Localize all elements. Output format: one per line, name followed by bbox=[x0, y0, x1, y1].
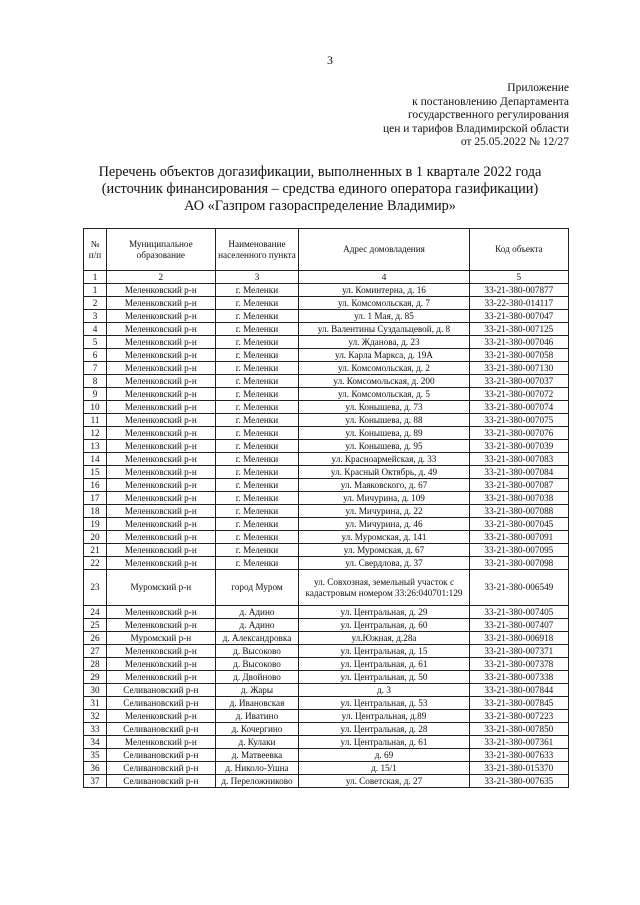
cell-row-number: 15 bbox=[84, 466, 107, 479]
cell-row-number: 9 bbox=[84, 388, 107, 401]
cell-object-code: 33-21-380-007076 bbox=[469, 427, 568, 440]
cell-object-code: 33-21-380-007037 bbox=[469, 375, 568, 388]
cell-row-number: 4 bbox=[84, 323, 107, 336]
table-row bbox=[84, 557, 569, 570]
cell-row-number: 33 bbox=[84, 723, 107, 736]
cell-object-code: 33-21-380-007850 bbox=[469, 723, 568, 736]
cell-address: ул. Мичурина, д. 109 bbox=[299, 492, 469, 505]
cell-row-number: 25 bbox=[84, 619, 107, 632]
cell-object-code: 33-21-380-007338 bbox=[469, 671, 568, 684]
cell-settlement: г. Меленки bbox=[215, 375, 299, 388]
cell-municipality: Меленковский р-н bbox=[106, 710, 215, 723]
appendix-line: государственного регулирования bbox=[407, 109, 569, 122]
cell-row-number: 37 bbox=[84, 775, 107, 788]
cell-municipality: Меленковский р-н bbox=[106, 414, 215, 427]
table-row bbox=[84, 775, 569, 788]
cell-row-number: 19 bbox=[84, 518, 107, 531]
table-row bbox=[84, 349, 569, 362]
table-body bbox=[84, 284, 569, 788]
cell-address: ул. Комсомольская, д. 200 bbox=[299, 375, 469, 388]
cell-address: ул. Валентины Суздальцевой, д. 8 bbox=[299, 323, 469, 336]
cell-settlement: д. Ивановская bbox=[215, 697, 299, 710]
cell-settlement: д. Высоково bbox=[215, 645, 299, 658]
cell-row-number: 16 bbox=[84, 479, 107, 492]
cell-settlement: г. Меленки bbox=[215, 297, 299, 310]
table-row bbox=[84, 453, 569, 466]
table-row bbox=[84, 632, 569, 645]
table-row bbox=[84, 606, 569, 619]
cell-settlement: г. Меленки bbox=[215, 479, 299, 492]
cell-municipality: Меленковский р-н bbox=[106, 427, 215, 440]
table-row bbox=[84, 336, 569, 349]
table-row bbox=[84, 749, 569, 762]
header-object-code: Код объекта bbox=[469, 229, 568, 271]
cell-settlement: г. Меленки bbox=[215, 284, 299, 297]
cell-row-number: 11 bbox=[84, 414, 107, 427]
cell-object-code: 33-21-380-007038 bbox=[469, 492, 568, 505]
cell-municipality: Селивановский р-н bbox=[106, 723, 215, 736]
cell-municipality: Меленковский р-н bbox=[106, 505, 215, 518]
cell-municipality: Меленковский р-н bbox=[106, 619, 215, 632]
cell-row-number: 36 bbox=[84, 762, 107, 775]
table-row bbox=[84, 518, 569, 531]
table-row bbox=[84, 297, 569, 310]
cell-settlement: д. Переложниково bbox=[215, 775, 299, 788]
cell-settlement: д. Матвеевка bbox=[215, 749, 299, 762]
cell-address: ул. Центральная, д. 61 bbox=[299, 658, 469, 671]
cell-settlement: г. Меленки bbox=[215, 336, 299, 349]
cell-object-code: 33-21-380-007075 bbox=[469, 414, 568, 427]
cell-address: ул. Комсомольская, д. 5 bbox=[299, 388, 469, 401]
cell-municipality: Меленковский р-н bbox=[106, 388, 215, 401]
cell-settlement: г. Меленки bbox=[215, 505, 299, 518]
cell-row-number: 32 bbox=[84, 710, 107, 723]
cell-municipality: Меленковский р-н bbox=[106, 544, 215, 557]
table-row bbox=[84, 619, 569, 632]
cell-municipality: Меленковский р-н bbox=[106, 310, 215, 323]
cell-object-code: 33-21-380-007633 bbox=[469, 749, 568, 762]
cell-address: ул. Советская, д. 27 bbox=[299, 775, 469, 788]
document-title bbox=[0, 164, 640, 215]
cell-address: д. 69 bbox=[299, 749, 469, 762]
table-row bbox=[84, 375, 569, 388]
cell-row-number: 26 bbox=[84, 632, 107, 645]
cell-object-code: 33-21-380-007083 bbox=[469, 453, 568, 466]
header-settlement: Наименование населенного пункта bbox=[215, 229, 299, 271]
cell-address: ул. Маяковского, д. 67 bbox=[299, 479, 469, 492]
objects-table bbox=[83, 228, 569, 788]
cell-row-number: 20 bbox=[84, 531, 107, 544]
cell-address: ул. Комсомольская, д. 7 bbox=[299, 297, 469, 310]
cell-object-code: 33-21-380-007046 bbox=[469, 336, 568, 349]
table-row bbox=[84, 710, 569, 723]
cell-object-code: 33-21-380-007087 bbox=[469, 479, 568, 492]
cell-object-code: 33-21-380-007084 bbox=[469, 466, 568, 479]
cell-address: ул. Комсомольская, д. 2 bbox=[299, 362, 469, 375]
cell-row-number: 17 bbox=[84, 492, 107, 505]
cell-row-number: 10 bbox=[84, 401, 107, 414]
table-row bbox=[84, 310, 569, 323]
cell-settlement: г. Меленки bbox=[215, 388, 299, 401]
table-row bbox=[84, 492, 569, 505]
cell-object-code: 33-21-380-007047 bbox=[469, 310, 568, 323]
title-line: АО «Газпром газораспределение Владимир» bbox=[184, 198, 456, 214]
appendix-line: цен и тарифов Владимирской области bbox=[382, 122, 569, 135]
cell-row-number: 8 bbox=[84, 375, 107, 388]
cell-object-code: 33-21-380-007039 bbox=[469, 440, 568, 453]
cell-municipality: Меленковский р-н bbox=[106, 671, 215, 684]
cell-address: ул. Мичурина, д. 46 bbox=[299, 518, 469, 531]
cell-municipality: Меленковский р-н bbox=[106, 362, 215, 375]
cell-municipality: Меленковский р-н bbox=[106, 466, 215, 479]
cell-settlement: г. Меленки bbox=[215, 453, 299, 466]
cell-municipality: Селивановский р-н bbox=[106, 762, 215, 775]
cell-settlement: д. Адино bbox=[215, 606, 299, 619]
cell-row-number: 14 bbox=[84, 453, 107, 466]
appendix-line: Приложение bbox=[507, 82, 569, 94]
table-row bbox=[84, 401, 569, 414]
cell-row-number: 22 bbox=[84, 557, 107, 570]
table-row bbox=[84, 479, 569, 492]
cell-municipality: Селивановский р-н bbox=[106, 749, 215, 762]
cell-address: ул. Конышева, д. 88 bbox=[299, 414, 469, 427]
table-row bbox=[84, 505, 569, 518]
cell-address: ул. Свердлова, д. 37 bbox=[299, 557, 469, 570]
cell-address: ул. Муромская, д. 141 bbox=[299, 531, 469, 544]
table-row bbox=[84, 697, 569, 710]
cell-address: д. 3 bbox=[299, 684, 469, 697]
table-row bbox=[84, 427, 569, 440]
cell-object-code: 33-21-380-007407 bbox=[469, 619, 568, 632]
cell-settlement: д. Двойново bbox=[215, 671, 299, 684]
cell-object-code: 33-21-380-007098 bbox=[469, 557, 568, 570]
cell-row-number: 28 bbox=[84, 658, 107, 671]
cell-address: ул. Центральная, д.89 bbox=[299, 710, 469, 723]
cell-row-number: 21 bbox=[84, 544, 107, 557]
cell-municipality: Меленковский р-н bbox=[106, 401, 215, 414]
cell-settlement: г. Меленки bbox=[215, 492, 299, 505]
cell-address: ул. Центральная, д. 61 bbox=[299, 736, 469, 749]
column-number: 2 bbox=[106, 271, 215, 284]
cell-row-number: 6 bbox=[84, 349, 107, 362]
cell-row-number: 12 bbox=[84, 427, 107, 440]
table-row bbox=[84, 762, 569, 775]
cell-address: ул. Конышева, д. 95 bbox=[299, 440, 469, 453]
cell-address: ул. Конышева, д. 73 bbox=[299, 401, 469, 414]
cell-address: д. 15/1 bbox=[299, 762, 469, 775]
column-number: 5 bbox=[469, 271, 568, 284]
cell-row-number: 29 bbox=[84, 671, 107, 684]
cell-row-number: 13 bbox=[84, 440, 107, 453]
cell-municipality: Муромский р-н bbox=[106, 632, 215, 645]
cell-row-number: 35 bbox=[84, 749, 107, 762]
cell-address: ул.Южная, д.28а bbox=[299, 632, 469, 645]
column-number: 1 bbox=[84, 271, 107, 284]
cell-settlement: д. Адино bbox=[215, 619, 299, 632]
cell-object-code: 33-21-380-007125 bbox=[469, 323, 568, 336]
cell-row-number: 31 bbox=[84, 697, 107, 710]
table-row bbox=[84, 466, 569, 479]
header-number: № п/п bbox=[84, 229, 107, 271]
cell-settlement: г. Меленки bbox=[215, 401, 299, 414]
cell-row-number: 34 bbox=[84, 736, 107, 749]
appendix-block bbox=[383, 82, 569, 150]
cell-settlement: г. Меленки bbox=[215, 544, 299, 557]
cell-object-code: 33-21-380-007045 bbox=[469, 518, 568, 531]
cell-settlement: г. Меленки bbox=[215, 362, 299, 375]
cell-address: ул. Конышева, д. 89 bbox=[299, 427, 469, 440]
table-header-row bbox=[84, 229, 569, 271]
table-row bbox=[84, 671, 569, 684]
cell-municipality: Меленковский р-н bbox=[106, 531, 215, 544]
cell-row-number: 23 bbox=[84, 570, 107, 606]
cell-row-number: 3 bbox=[84, 310, 107, 323]
cell-settlement: г. Меленки bbox=[215, 323, 299, 336]
cell-municipality: Меленковский р-н bbox=[106, 453, 215, 466]
cell-settlement: г. Меленки bbox=[215, 414, 299, 427]
cell-settlement: д. Иватино bbox=[215, 710, 299, 723]
cell-municipality: Меленковский р-н bbox=[106, 297, 215, 310]
cell-municipality: Меленковский р-н bbox=[106, 606, 215, 619]
cell-object-code: 33-21-380-007223 bbox=[469, 710, 568, 723]
table-row bbox=[84, 323, 569, 336]
appendix-line: от 25.05.2022 № 12/27 bbox=[460, 136, 569, 149]
cell-address: ул. Красный Октябрь, д. 49 bbox=[299, 466, 469, 479]
table-row bbox=[84, 684, 569, 697]
cell-object-code: 33-21-380-007074 bbox=[469, 401, 568, 414]
cell-municipality: Меленковский р-н bbox=[106, 479, 215, 492]
column-number: 4 bbox=[299, 271, 469, 284]
cell-municipality: Меленковский р-н bbox=[106, 336, 215, 349]
cell-object-code: 33-21-380-007130 bbox=[469, 362, 568, 375]
cell-object-code: 33-21-380-007088 bbox=[469, 505, 568, 518]
cell-settlement: г. Меленки bbox=[215, 557, 299, 570]
cell-address: ул. Жданова, д. 23 bbox=[299, 336, 469, 349]
cell-row-number: 2 bbox=[84, 297, 107, 310]
cell-row-number: 24 bbox=[84, 606, 107, 619]
table-row bbox=[84, 645, 569, 658]
cell-row-number: 1 bbox=[84, 284, 107, 297]
appendix-line: к постановлению Департамента bbox=[412, 95, 569, 108]
cell-address: ул. Центральная, д. 28 bbox=[299, 723, 469, 736]
cell-object-code: 33-21-380-007371 bbox=[469, 645, 568, 658]
cell-municipality: Селивановский р-н bbox=[106, 684, 215, 697]
cell-object-code: 33-21-380-007635 bbox=[469, 775, 568, 788]
page-number: 3 bbox=[327, 53, 333, 67]
cell-address: ул. Центральная, д. 60 bbox=[299, 619, 469, 632]
cell-row-number: 7 bbox=[84, 362, 107, 375]
cell-settlement: г. Меленки bbox=[215, 518, 299, 531]
table-row bbox=[84, 284, 569, 297]
cell-address: ул. Центральная, д. 50 bbox=[299, 671, 469, 684]
cell-object-code: 33-21-380-007072 bbox=[469, 388, 568, 401]
cell-settlement: г. Меленки bbox=[215, 427, 299, 440]
cell-municipality: Меленковский р-н bbox=[106, 440, 215, 453]
cell-address: ул. Центральная, д. 53 bbox=[299, 697, 469, 710]
cell-settlement: г. Меленки bbox=[215, 310, 299, 323]
cell-address: ул. Центральная, д. 15 bbox=[299, 645, 469, 658]
header-address: Адрес домовладения bbox=[299, 229, 469, 271]
cell-address: ул. Муромская, д. 67 bbox=[299, 544, 469, 557]
cell-address: ул. Карла Маркса, д. 19А bbox=[299, 349, 469, 362]
cell-settlement: г. Меленки bbox=[215, 466, 299, 479]
cell-settlement: г. Меленки bbox=[215, 349, 299, 362]
cell-object-code: 33-21-380-007877 bbox=[469, 284, 568, 297]
cell-row-number: 27 bbox=[84, 645, 107, 658]
cell-object-code: 33-21-380-007095 bbox=[469, 544, 568, 557]
cell-settlement: г. Меленки bbox=[215, 531, 299, 544]
cell-municipality: Меленковский р-н bbox=[106, 492, 215, 505]
cell-object-code: 33-21-380-007845 bbox=[469, 697, 568, 710]
cell-municipality: Меленковский р-н bbox=[106, 658, 215, 671]
cell-settlement: д. Высоково bbox=[215, 658, 299, 671]
header-municipality: Муниципальное образование bbox=[106, 229, 215, 271]
title-line: (источник финансирования – средства единого оператора газификации) bbox=[101, 181, 539, 197]
cell-settlement: город Муром bbox=[215, 570, 299, 606]
cell-object-code: 33-21-380-007405 bbox=[469, 606, 568, 619]
cell-row-number: 5 bbox=[84, 336, 107, 349]
cell-settlement: д. Николо-Ушна bbox=[215, 762, 299, 775]
cell-object-code: 33-21-380-007378 bbox=[469, 658, 568, 671]
cell-municipality: Меленковский р-н bbox=[106, 284, 215, 297]
cell-municipality: Меленковский р-н bbox=[106, 349, 215, 362]
cell-settlement: д. Кулаки bbox=[215, 736, 299, 749]
cell-row-number: 30 bbox=[84, 684, 107, 697]
cell-municipality: Меленковский р-н bbox=[106, 645, 215, 658]
cell-object-code: 33-21-380-007361 bbox=[469, 736, 568, 749]
column-number: 3 bbox=[215, 271, 299, 284]
cell-municipality: Меленковский р-н bbox=[106, 375, 215, 388]
cell-object-code: 33-21-380-007844 bbox=[469, 684, 568, 697]
table-row bbox=[84, 658, 569, 671]
cell-object-code: 33-21-380-015370 bbox=[469, 762, 568, 775]
cell-object-code: 33-21-380-007091 bbox=[469, 531, 568, 544]
cell-object-code: 33-21-380-006918 bbox=[469, 632, 568, 645]
table-row bbox=[84, 414, 569, 427]
cell-address: ул. Совхозная, земельный участок с кадастровым номером 33:26:040701:129 bbox=[299, 570, 469, 606]
table-row bbox=[84, 362, 569, 375]
cell-address: ул. Мичурина, д. 22 bbox=[299, 505, 469, 518]
table-row bbox=[84, 570, 569, 606]
table-row bbox=[84, 388, 569, 401]
title-line: Перечень объектов догазификации, выполненных в 1 квартале 2022 года bbox=[98, 164, 542, 180]
cell-address: ул. Коминтерна, д. 16 bbox=[299, 284, 469, 297]
cell-municipality: Меленковский р-н bbox=[106, 736, 215, 749]
table-row bbox=[84, 531, 569, 544]
table-row bbox=[84, 440, 569, 453]
table-row bbox=[84, 544, 569, 557]
cell-object-code: 33-21-380-006549 bbox=[469, 570, 568, 606]
cell-object-code: 33-22-380-014117 bbox=[469, 297, 568, 310]
cell-address: ул. Центральная, д. 29 bbox=[299, 606, 469, 619]
cell-object-code: 33-21-380-007058 bbox=[469, 349, 568, 362]
cell-municipality: Селивановский р-н bbox=[106, 775, 215, 788]
cell-settlement: д. Кочергино bbox=[215, 723, 299, 736]
cell-settlement: д. Жары bbox=[215, 684, 299, 697]
table-row bbox=[84, 723, 569, 736]
cell-municipality: Селивановский р-н bbox=[106, 697, 215, 710]
cell-address: ул. 1 Мая, д. 85 bbox=[299, 310, 469, 323]
cell-address: ул. Красноармейская, д. 33 bbox=[299, 453, 469, 466]
cell-settlement: г. Меленки bbox=[215, 440, 299, 453]
cell-row-number: 18 bbox=[84, 505, 107, 518]
table-row bbox=[84, 736, 569, 749]
cell-municipality: Муромский р-н bbox=[106, 570, 215, 606]
column-number-row bbox=[84, 271, 569, 284]
cell-municipality: Меленковский р-н bbox=[106, 557, 215, 570]
cell-municipality: Меленковский р-н bbox=[106, 323, 215, 336]
cell-settlement: д. Александровка bbox=[215, 632, 299, 645]
cell-municipality: Меленковский р-н bbox=[106, 518, 215, 531]
